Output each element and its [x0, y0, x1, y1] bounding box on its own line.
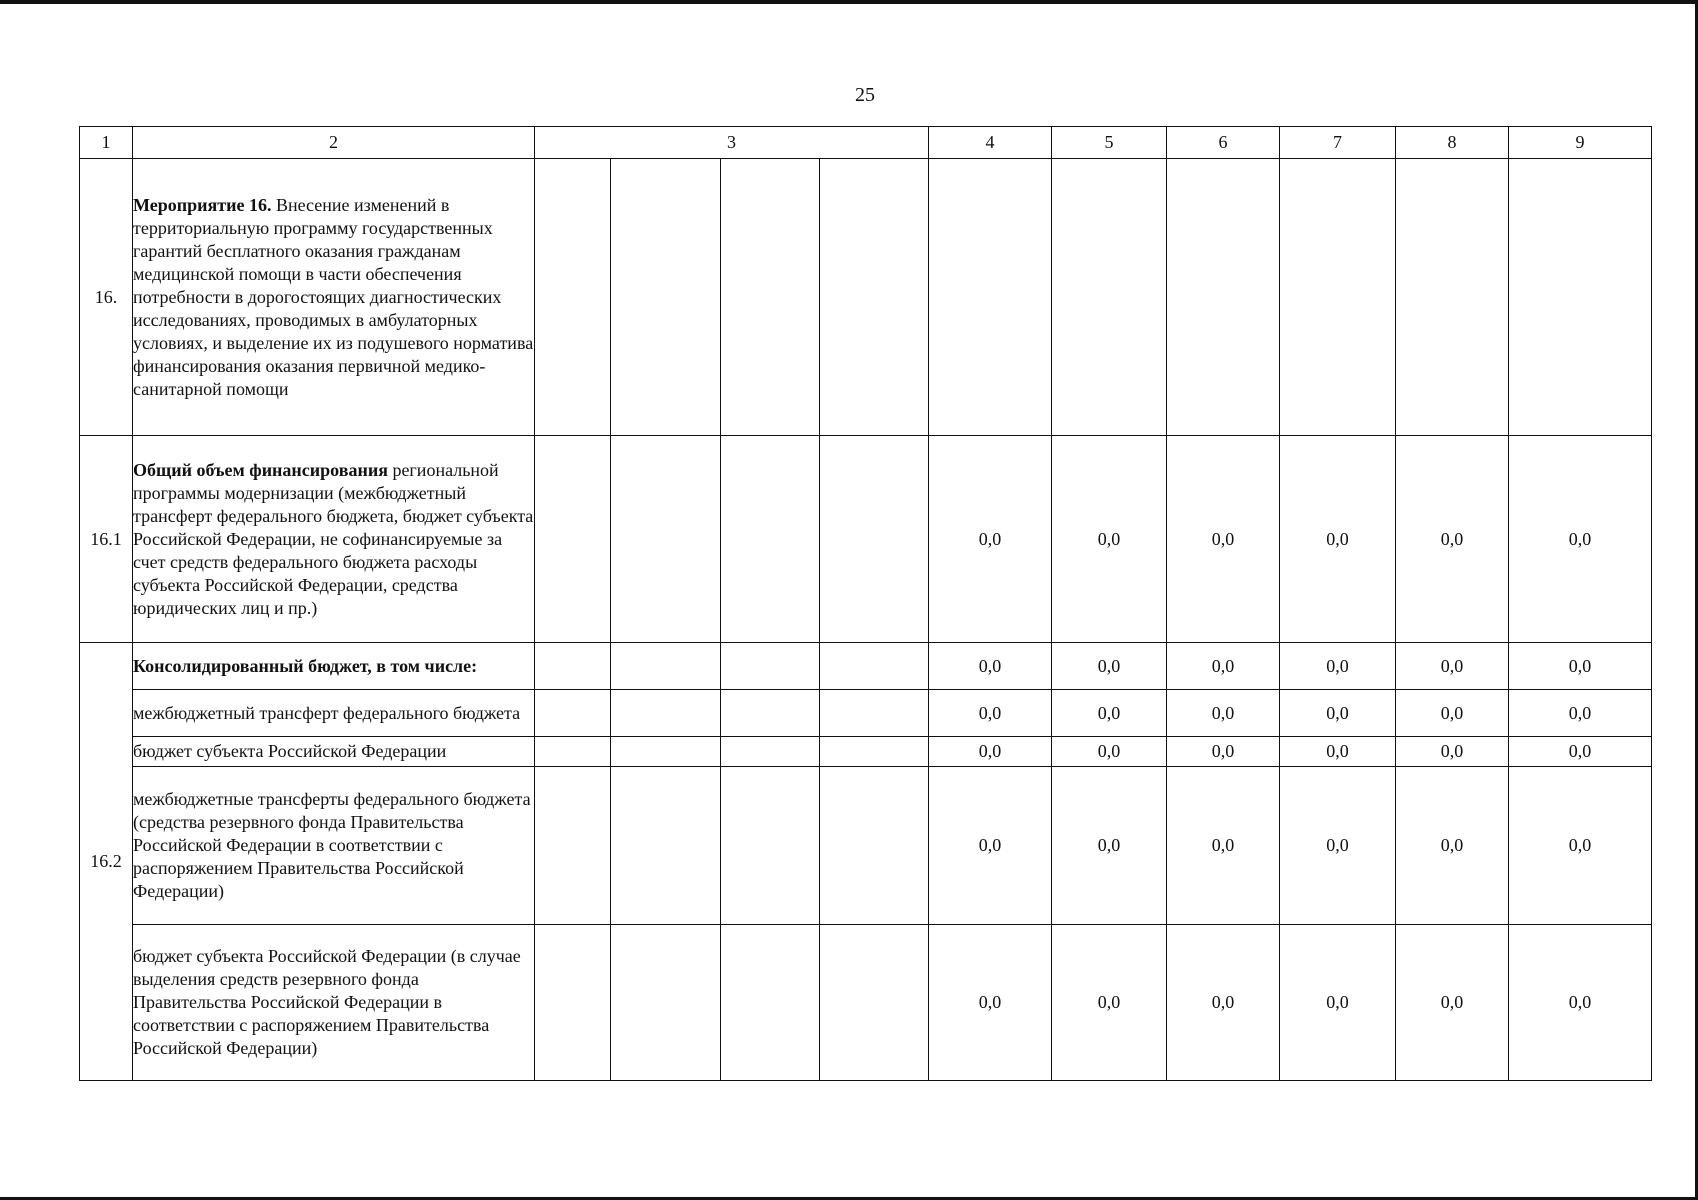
empty-cell: [820, 767, 929, 925]
row-title-bold: Общий объем финансирования: [133, 459, 388, 480]
row-description: бюджет субъекта Российской Федерации (в случае выделения средств резервного фонда Правительства Российской Федерации в соответствии с распоряжением Правительства Российской Федерации): [133, 925, 535, 1081]
empty-cell: [611, 643, 721, 690]
table-row: [80, 767, 1652, 925]
value-cell: 0,0: [1509, 925, 1652, 1081]
value-cell: [1509, 159, 1652, 436]
empty-cell: [820, 436, 929, 643]
row-number: 16.1: [80, 436, 133, 643]
row-description: [133, 436, 535, 643]
value-cell: 0,0: [1167, 737, 1280, 767]
header-cell-8: 8: [1396, 127, 1509, 159]
value-cell: 0,0: [1052, 737, 1167, 767]
empty-cell: [721, 925, 820, 1081]
scan-border-top: [0, 0, 1698, 4]
row-description: бюджет субъекта Российской Федерации: [133, 737, 535, 767]
value-cell: 0,0: [1396, 643, 1509, 690]
value-cell: 0,0: [1167, 643, 1280, 690]
value-cell: 0,0: [1396, 767, 1509, 925]
empty-cell: [535, 436, 611, 643]
header-cell-1: 1: [80, 127, 133, 159]
value-cell: [1396, 159, 1509, 436]
table-header-row: [80, 127, 1652, 159]
empty-cell: [820, 925, 929, 1081]
value-cell: 0,0: [1052, 767, 1167, 925]
table-row: [80, 159, 1652, 436]
empty-cell: [721, 436, 820, 643]
value-cell: 0,0: [1280, 737, 1396, 767]
value-cell: 0,0: [929, 643, 1052, 690]
table-row: [80, 925, 1652, 1081]
table-row: [80, 737, 1652, 767]
value-cell: 0,0: [1167, 925, 1280, 1081]
value-cell: [1280, 159, 1396, 436]
empty-cell: [721, 767, 820, 925]
row-description: [133, 643, 535, 690]
table-row: [80, 436, 1652, 643]
page-number: 25: [855, 84, 875, 106]
empty-cell: [611, 767, 721, 925]
empty-cell: [611, 737, 721, 767]
value-cell: 0,0: [1509, 436, 1652, 643]
value-cell: 0,0: [1396, 690, 1509, 737]
value-cell: 0,0: [1280, 767, 1396, 925]
empty-cell: [721, 643, 820, 690]
empty-cell: [611, 159, 721, 436]
table-row: [80, 690, 1652, 737]
header-cell-4: 4: [929, 127, 1052, 159]
row-description: межбюджетные трансферты федерального бюджета (средства резервного фонда Правительства Российской Федерации в соответствии с распоряжением Правительства Российской Федерации): [133, 767, 535, 925]
empty-cell: [611, 436, 721, 643]
row-title-bold: Мероприятие 16.: [133, 194, 272, 215]
value-cell: 0,0: [1509, 643, 1652, 690]
value-cell: 0,0: [1396, 737, 1509, 767]
value-cell: [929, 159, 1052, 436]
empty-cell: [721, 690, 820, 737]
empty-cell: [820, 690, 929, 737]
value-cell: [1167, 159, 1280, 436]
value-cell: 0,0: [1280, 690, 1396, 737]
value-cell: 0,0: [1052, 925, 1167, 1081]
empty-cell: [535, 925, 611, 1081]
row-number: 16.2: [80, 643, 133, 1081]
financing-table: [79, 126, 1652, 1081]
header-cell-7: 7: [1280, 127, 1396, 159]
row-description: межбюджетный трансферт федерального бюджета: [133, 690, 535, 737]
row-description: [133, 159, 535, 436]
empty-cell: [721, 159, 820, 436]
empty-cell: [721, 737, 820, 767]
row-title-text: Внесение изменений в территориальную программу государственных гарантий бесплатного оказания гражданам медицинской помощи в части обеспечения потребности в дорогостоящих диагностических исследованиях, проводимых в амбулаторных условиях, и выделение их из подушевого норматива финансирования оказания первичной медико-санитарной помощи: [133, 194, 534, 399]
empty-cell: [535, 643, 611, 690]
row-title-text: региональной программы модернизации (межбюджетный трансферт федерального бюджета, бюджет субъекта Российской Федерации, не софинансируемые за счет средств федерального бюджета расходы субъекта Российской Федерации, средства юридических лиц и пр.): [133, 459, 534, 618]
header-cell-9: 9: [1509, 127, 1652, 159]
value-cell: 0,0: [1396, 925, 1509, 1081]
header-cell-3: 3: [535, 127, 929, 159]
empty-cell: [611, 690, 721, 737]
empty-cell: [535, 690, 611, 737]
value-cell: 0,0: [929, 767, 1052, 925]
value-cell: 0,0: [929, 690, 1052, 737]
empty-cell: [820, 737, 929, 767]
table-row: [80, 643, 1652, 690]
row-number: 16.: [80, 159, 133, 436]
empty-cell: [820, 643, 929, 690]
value-cell: 0,0: [929, 737, 1052, 767]
value-cell: 0,0: [1280, 925, 1396, 1081]
empty-cell: [611, 925, 721, 1081]
value-cell: 0,0: [1396, 436, 1509, 643]
value-cell: 0,0: [1280, 643, 1396, 690]
header-cell-6: 6: [1167, 127, 1280, 159]
value-cell: 0,0: [1167, 690, 1280, 737]
empty-cell: [820, 159, 929, 436]
value-cell: 0,0: [1509, 767, 1652, 925]
value-cell: 0,0: [1509, 690, 1652, 737]
value-cell: [1052, 159, 1167, 436]
value-cell: 0,0: [1052, 643, 1167, 690]
value-cell: 0,0: [929, 925, 1052, 1081]
empty-cell: [535, 737, 611, 767]
value-cell: 0,0: [929, 436, 1052, 643]
value-cell: 0,0: [1052, 690, 1167, 737]
empty-cell: [535, 767, 611, 925]
value-cell: 0,0: [1167, 436, 1280, 643]
value-cell: 0,0: [1280, 436, 1396, 643]
row-title-bold: Консолидированный бюджет, в том числе:: [133, 655, 478, 676]
value-cell: 0,0: [1052, 436, 1167, 643]
empty-cell: [535, 159, 611, 436]
value-cell: 0,0: [1167, 767, 1280, 925]
value-cell: 0,0: [1509, 737, 1652, 767]
header-cell-2: 2: [133, 127, 535, 159]
header-cell-5: 5: [1052, 127, 1167, 159]
